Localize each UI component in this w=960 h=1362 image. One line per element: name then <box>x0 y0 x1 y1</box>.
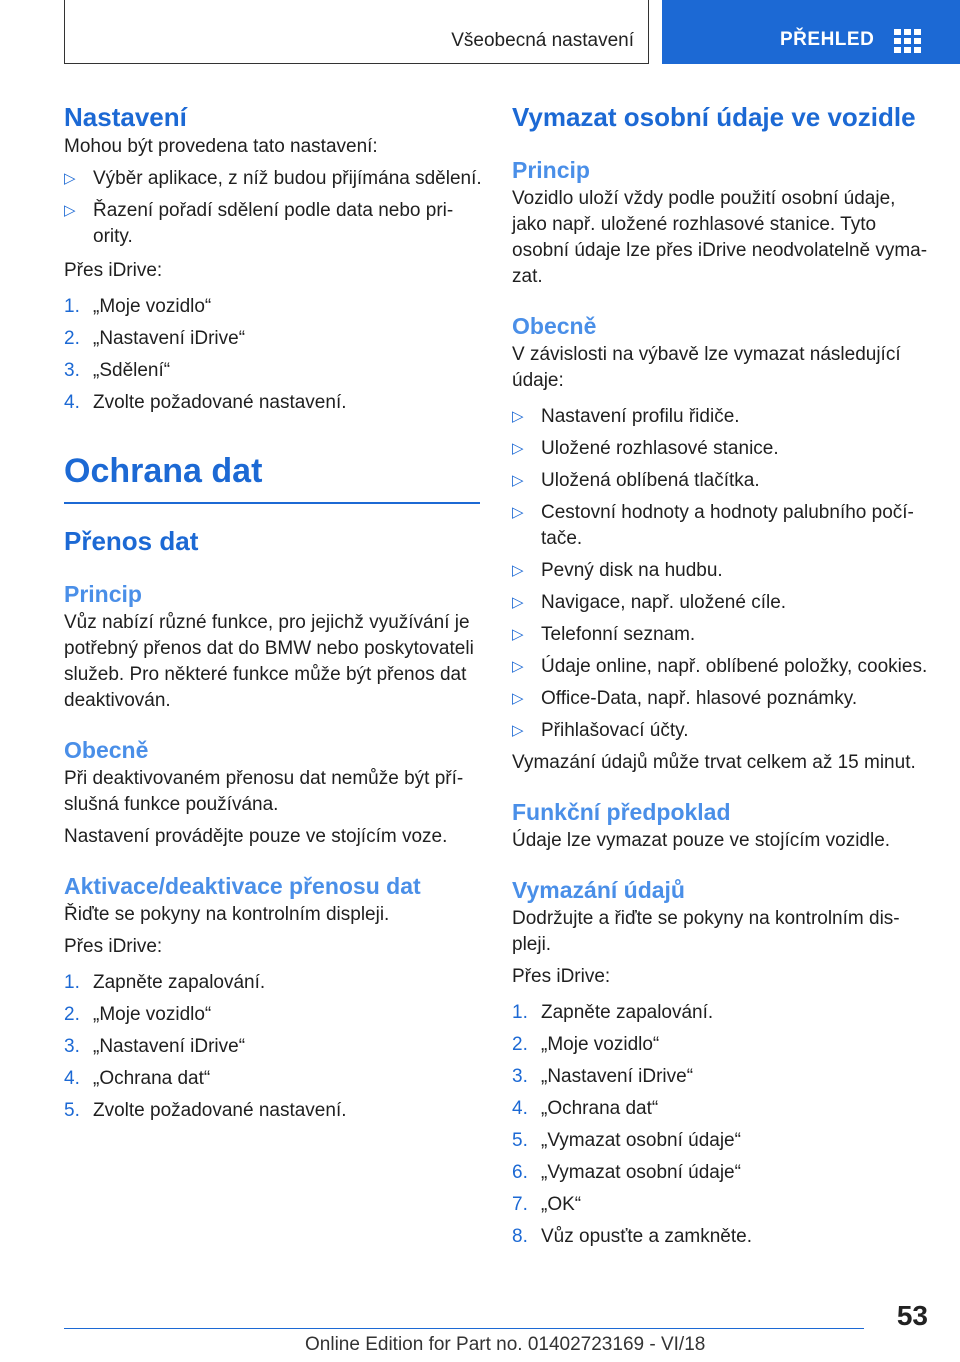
list-item: ▷ Office-Data, např. hlasové poznámky. <box>512 688 858 709</box>
list-item: 4. „Ochrana dat“ <box>64 1068 211 1089</box>
prerequisite-heading: Funkční předpoklad <box>512 799 731 825</box>
list-item: 5. „Vymazat osobní údaje“ <box>512 1130 741 1151</box>
general-text-2: Nastavení provádějte pouze ve stojícím voze. <box>64 826 448 847</box>
via-idrive-label: Přes iDrive: <box>64 936 163 957</box>
settings-steps <box>64 294 482 416</box>
activation-text: Řiďte se pokyny na kontrolním displeji. <box>64 904 390 925</box>
data-transfer-heading: Přenos dat <box>64 526 199 556</box>
general-heading: Obecně <box>64 737 149 763</box>
list-item: 6. „Vymazat osobní údaje“ <box>512 1162 741 1183</box>
delete-steps <box>512 1000 930 1250</box>
delete-personal-data-heading: Vymazat osobní údaje ve vozidle <box>512 102 916 132</box>
general-text: V závislosti na výbavě lze vymazat následující údaje: <box>512 344 901 391</box>
list-item: ▷ Přihlašovací účty. <box>512 720 689 741</box>
activation-steps <box>64 970 482 1124</box>
list-item: 5. Zvolte požadované nastavení. <box>64 1100 347 1121</box>
list-item: 8. Vůz opusťte a zamkněte. <box>512 1226 752 1247</box>
delete-data-text: Dodržujte a řiďte se pokyny na kontrolním dis-pleji. <box>512 908 900 955</box>
list-item: 3. „Nastavení iDrive“ <box>512 1066 694 1087</box>
bullet-marker: ▷ <box>64 170 76 187</box>
settings-intro: Mohou být provedena tato nastavení: <box>64 136 378 157</box>
list-item: ▷ Uložená oblíbená tlačítka. <box>512 470 760 491</box>
footer-edition: Online Edition for Part no. 01402723169 - VI/18 <box>305 1334 706 1355</box>
principle-text: Vůz nabízí různé funkce, pro jejichž využívání je potřebný přenos dat do BMW nebo poskytovateli služeb. Pro některé funkce může být přenos dat deaktivován. <box>64 612 474 711</box>
list-item: 1. Zapněte zapalování. <box>64 972 266 993</box>
list-item: 2. „Moje vozidlo“ <box>64 1004 212 1025</box>
page-number: 53 <box>896 1300 928 1331</box>
heading-rule <box>64 502 480 504</box>
list-item: 2. „Moje vozidlo“ <box>512 1034 660 1055</box>
header-section-tab[interactable] <box>64 0 649 64</box>
overview-button[interactable] <box>662 0 960 64</box>
list-item: ▷ Cestovní hodnoty a hodnoty palubního počí-tače. <box>512 502 914 549</box>
list-item: 4. Zvolte požadované nastavení. <box>64 392 347 413</box>
left-column <box>64 100 482 1124</box>
list-item: 7. „OK“ <box>512 1194 582 1215</box>
grid-icon <box>894 29 922 53</box>
list-item: ▷ Nastavení profilu řidiče. <box>512 406 740 427</box>
delete-data-heading: Vymazání údajů <box>512 877 685 903</box>
list-item: 4. „Ochrana dat“ <box>512 1098 659 1119</box>
settings-heading: Nastavení <box>64 102 187 132</box>
list-item: ▷ Telefonní seznam. <box>512 624 696 645</box>
prerequisite-text: Údaje lze vymazat pouze ve stojícím vozidle. <box>512 830 891 851</box>
list-item: 1. „Moje vozidlo“ <box>64 296 212 317</box>
settings-bullets <box>64 166 482 250</box>
list-item: ▷ Výběr aplikace, z níž budou přijímána sdělení. <box>64 166 482 192</box>
duration-text: Vymazání údajů může trvat celkem až 15 minut. <box>512 752 916 773</box>
via-idrive-label: Přes iDrive: <box>64 260 163 281</box>
overview-label: PŘEHLED <box>780 29 875 50</box>
list-item: 3. „Nastavení iDrive“ <box>64 1036 246 1057</box>
list-item: ▷ Pevný disk na hudbu. <box>512 560 723 581</box>
principle-text: Vozidlo uloží vždy podle použití osobní údaje, jako např. uložené rozhlasové stanice. Tyto osobní údaje lze přes iDrive neodvolatelně vyma-zat. <box>512 188 928 287</box>
header-section-label: Všeobecná nastavení <box>451 30 634 51</box>
bullet-marker: ▷ <box>64 202 76 219</box>
principle-heading: Princip <box>64 581 142 607</box>
activation-heading: Aktivace/deaktivace přenosu dat <box>64 873 421 899</box>
deletable-data-list <box>512 404 930 744</box>
list-item: ▷ Řazení pořadí sdělení podle data nebo pri-ority. <box>64 200 454 247</box>
right-column <box>512 100 930 1250</box>
via-idrive-label: Přes iDrive: <box>512 966 611 987</box>
list-item: ▷ Navigace, např. uložené cíle. <box>512 592 787 613</box>
list-item: 1. Zapněte zapalování. <box>512 1002 714 1023</box>
list-item: ▷ Údaje online, např. oblíbené položky, cookies. <box>512 656 928 677</box>
general-heading: Obecně <box>512 313 597 339</box>
list-item: 2. „Nastavení iDrive“ <box>64 328 246 349</box>
footer-rule <box>64 1328 864 1329</box>
privacy-heading: Ochrana dat <box>64 452 263 490</box>
principle-heading: Princip <box>512 157 590 183</box>
general-text-1: Při deaktivovaném přenosu dat nemůže být pří-slušná funkce používána. <box>64 768 464 815</box>
list-item: ▷ Uložené rozhlasové stanice. <box>512 438 779 459</box>
list-item: 3. „Sdělení“ <box>64 360 171 381</box>
